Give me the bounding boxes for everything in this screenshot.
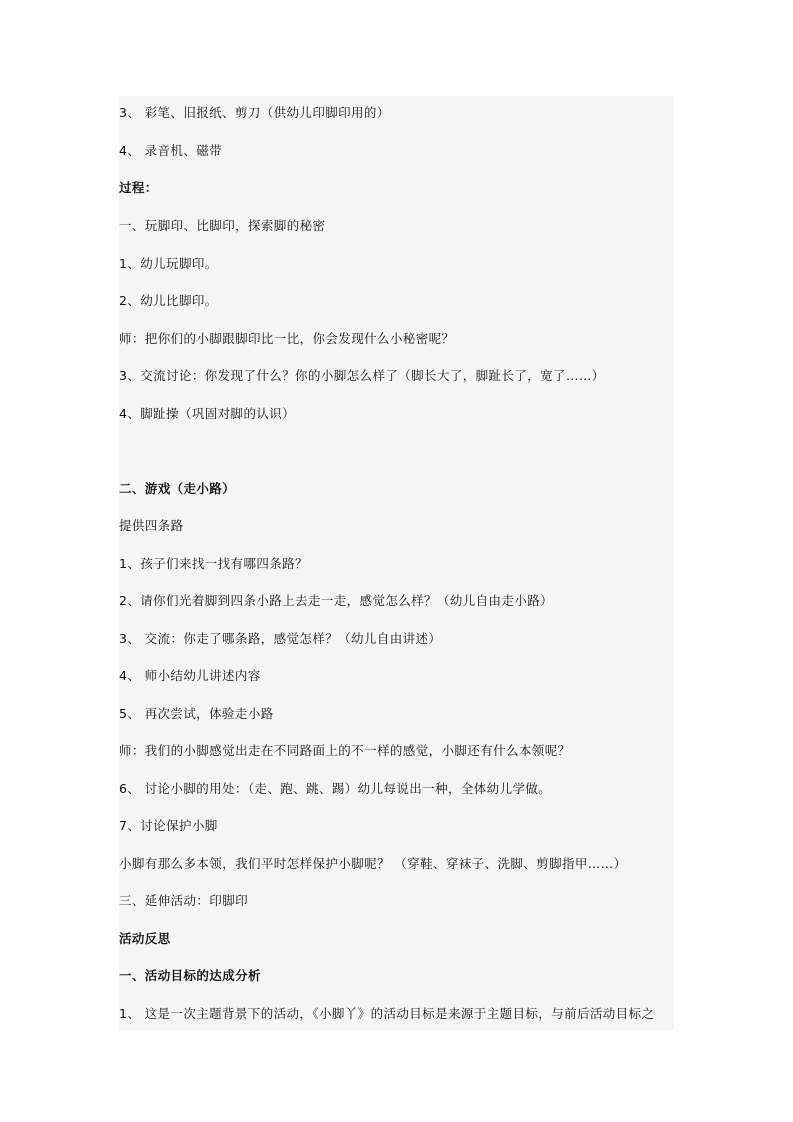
text-line: 2、幼儿比脚印。	[119, 293, 218, 308]
text-line: 3、交流讨论：你发现了什么？你的小脚怎么样了（脚长大了，脚趾长了，宽了……）	[119, 368, 605, 383]
text-line: 一、玩脚印、比脚印，探索脚的秘密	[119, 218, 326, 233]
text-line: 1、孩子们来找一找有哪四条路？	[119, 556, 308, 571]
section-heading: 二、游戏（走小路）	[119, 481, 236, 496]
text-line: 小脚有那么多本领，我们平时怎样保护小脚呢？ （穿鞋、穿袜子、洗脚、剪脚指甲……）	[119, 856, 627, 871]
section-heading: 活动反思	[119, 931, 171, 946]
text-line: 5、 再次尝试，体验走小路	[119, 706, 274, 721]
text-line: 2、请你们光着脚到四条小路上去走一走，感觉怎么样？（幼儿自由走小路）	[119, 593, 554, 608]
text-line: 4、脚趾操（巩固对脚的认识）	[119, 406, 296, 421]
text-line: 4、 录音机、磁带	[119, 143, 223, 158]
section-heading: 一、活动目标的达成分析	[119, 968, 261, 983]
text-line: 师：我们的小脚感觉出走在不同路面上的不一样的感觉，小脚还有什么本领呢？	[119, 743, 571, 758]
document-page	[119, 96, 674, 1030]
text-line: 三、延伸活动：印脚印	[119, 893, 249, 908]
text-line: 1、幼儿玩脚印。	[119, 256, 218, 271]
text-line: 1、 这是一次主题背景下的活动，《小脚丫》的活动目标是来源于主题目标，与前后活动目标之	[119, 1006, 655, 1021]
text-line: 7、讨论保护小脚	[119, 818, 218, 833]
text-line: 3、 交流：你走了哪条路，感觉怎样？（幼儿自由讲述）	[119, 631, 442, 646]
text-line: 4、 师小结幼儿讲述内容	[119, 668, 261, 683]
text-line: 师：把你们的小脚跟脚印比一比，你会发现什么小秘密呢？	[119, 331, 455, 346]
text-line: 6、 讨论小脚的用处：（走、跑、跳、踢）幼儿每说出一种，全体幼儿学做。	[119, 781, 552, 796]
text-line: 3、 彩笔、旧报纸、剪刀（供幼儿印脚印用的）	[119, 105, 390, 120]
text-line: 提供四条路	[119, 518, 184, 533]
section-heading: 过程：	[119, 180, 158, 195]
